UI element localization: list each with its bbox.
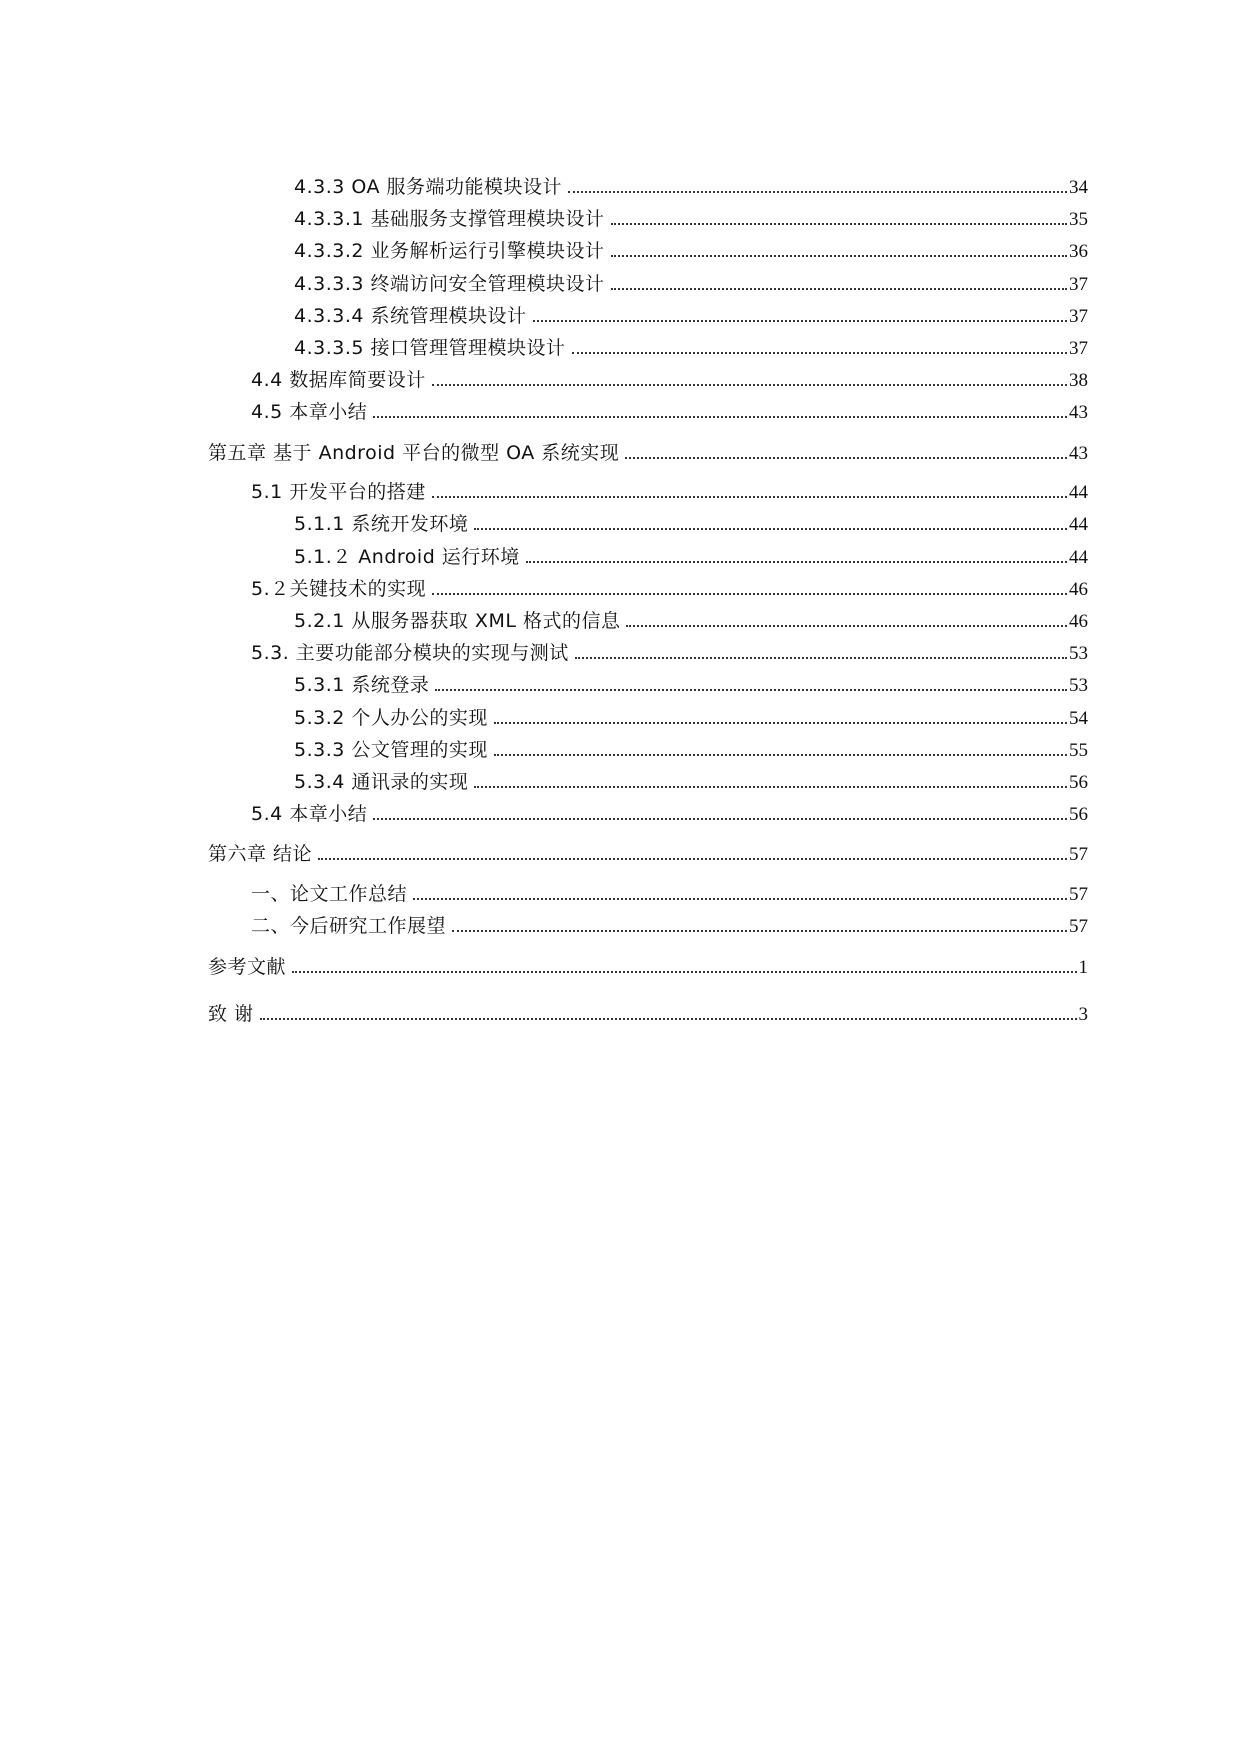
toc-entry-5-3-1[interactable]: [294, 673, 1088, 698]
toc-page-number: 56: [1069, 804, 1088, 825]
dot-leader: [494, 722, 1067, 724]
dot-leader: [611, 223, 1067, 225]
toc-entry-5-1-2[interactable]: [294, 545, 1088, 570]
dot-leader: [432, 496, 1067, 498]
toc-page-number: 1: [1078, 957, 1088, 978]
toc-entry-5-3[interactable]: [251, 641, 1088, 666]
dot-leader: [533, 320, 1067, 322]
toc-entry-label: 4.3.3.5 接口管理管理模块设计: [294, 337, 566, 359]
toc-entry-label: 5.1.２ Android 运行环境: [294, 546, 520, 568]
dot-leader: [260, 1018, 1077, 1020]
dot-leader: [373, 818, 1067, 820]
toc-entry-label: 5.3.1 系统登录: [294, 674, 430, 696]
toc-page-number: 56: [1069, 772, 1088, 793]
dot-leader: [432, 384, 1067, 386]
toc-page-number: 57: [1069, 844, 1088, 865]
dot-leader: [373, 416, 1067, 418]
toc-entry-label: 5.1 开发平台的搭建: [251, 481, 426, 503]
toc-page-number: 46: [1069, 611, 1088, 632]
toc-page-number: 54: [1069, 708, 1088, 729]
toc-entry-label: 4.5 本章小结: [251, 401, 368, 423]
toc-entry-label: 5.3.3 公文管理的实现: [294, 739, 488, 761]
toc-entry-label: 二、今后研究工作展望: [251, 915, 447, 937]
dot-leader: [413, 898, 1067, 900]
toc-entry-label: 5.3.2 个人办公的实现: [294, 707, 488, 729]
toc-page-number: 43: [1069, 443, 1088, 464]
toc-entry-label: 5.3.4 通讯录的实现: [294, 771, 469, 793]
toc-entry-references[interactable]: [208, 955, 1088, 980]
toc-entry-5-3-4[interactable]: [294, 770, 1088, 795]
toc-entry-6-2[interactable]: [251, 914, 1088, 939]
toc-entry-4-3-3-2[interactable]: [294, 239, 1088, 264]
dot-leader: [318, 858, 1067, 860]
toc-entry-label: 5.2.1 从服务器获取 XML 格式的信息: [294, 610, 621, 632]
toc-entry-label: 5.２关键技术的实现: [251, 578, 427, 600]
dot-leader: [292, 971, 1076, 973]
toc-page-number: 44: [1069, 482, 1088, 503]
toc-page-number: 38: [1069, 370, 1088, 391]
toc-entry-label: 4.4 数据库简要设计: [251, 369, 426, 391]
toc-entry-4-3-3[interactable]: [294, 175, 1088, 200]
toc-page-number: 3: [1078, 1004, 1088, 1025]
toc-entry-5-1[interactable]: [251, 480, 1088, 505]
toc-page-number: 35: [1069, 209, 1088, 230]
toc-page-number: 37: [1069, 338, 1088, 359]
dot-leader: [611, 288, 1067, 290]
toc-entry-label: 致 谢: [208, 1003, 254, 1025]
toc-entry-5-3-2[interactable]: [294, 706, 1088, 731]
dot-leader: [575, 657, 1067, 659]
toc-page-number: 44: [1069, 547, 1088, 568]
dot-leader: [611, 255, 1067, 257]
toc-entry-4-4[interactable]: [251, 368, 1088, 393]
toc-entry-label: 4.3.3.4 系统管理模块设计: [294, 305, 527, 327]
toc-page-number: 37: [1069, 274, 1088, 295]
toc-entry-6-1[interactable]: [251, 882, 1088, 907]
toc-entry-label: 4.3.3.2 业务解析运行引擎模块设计: [294, 240, 605, 262]
toc-page-number: 57: [1069, 916, 1088, 937]
dot-leader: [452, 930, 1067, 932]
toc-entry-chapter-5[interactable]: [208, 441, 1088, 466]
dot-leader: [494, 754, 1067, 756]
toc-page-number: 36: [1069, 241, 1088, 262]
toc-entry-5-3-3[interactable]: [294, 738, 1088, 763]
dot-leader: [474, 786, 1067, 788]
dot-leader: [625, 457, 1067, 459]
dot-leader: [432, 593, 1067, 595]
toc-entry-4-3-3-3[interactable]: [294, 272, 1088, 297]
toc-entry-label: 5.4 本章小结: [251, 803, 368, 825]
toc-entry-4-3-3-4[interactable]: [294, 304, 1088, 329]
dot-leader: [626, 625, 1067, 627]
toc-entry-label: 参考文献: [208, 956, 287, 978]
toc-entry-label: 4.3.3 OA 服务端功能模块设计: [294, 176, 563, 198]
toc-entry-5-2-1[interactable]: [294, 609, 1088, 634]
toc-page-number: 34: [1069, 177, 1088, 198]
toc-entry-4-3-3-5[interactable]: [294, 336, 1088, 361]
toc-page-number: 55: [1069, 740, 1088, 761]
toc-entry-label: 4.3.3.3 终端访问安全管理模块设计: [294, 273, 605, 295]
toc-entry-5-1-1[interactable]: [294, 512, 1088, 537]
toc-entry-5-2[interactable]: [251, 577, 1088, 602]
dot-leader: [474, 528, 1067, 530]
toc-page-number: 43: [1069, 402, 1088, 423]
toc-page-number: 44: [1069, 514, 1088, 535]
toc-page-number: 57: [1069, 884, 1088, 905]
toc-entry-label: 5.1.1 系统开发环境: [294, 513, 469, 535]
dot-leader: [572, 352, 1067, 354]
dot-leader: [435, 689, 1067, 691]
toc-entry-4-5[interactable]: [251, 400, 1088, 425]
toc-page-number: 37: [1069, 306, 1088, 327]
toc-entry-label: 4.3.3.1 基础服务支撑管理模块设计: [294, 208, 605, 230]
toc-page-number: 53: [1069, 643, 1088, 664]
toc-page-number: 46: [1069, 579, 1088, 600]
dot-leader: [526, 561, 1067, 563]
toc-entry-5-4[interactable]: [251, 802, 1088, 827]
toc-entry-4-3-3-1[interactable]: [294, 207, 1088, 232]
toc-entry-chapter-6[interactable]: [208, 842, 1088, 867]
toc-entry-label: 一、论文工作总结: [251, 883, 408, 905]
toc-entry-label: 第六章 结论: [208, 843, 313, 865]
dot-leader: [568, 191, 1067, 193]
toc-page-number: 53: [1069, 675, 1088, 696]
toc-entry-label: 5.3. 主要功能部分模块的实现与测试: [251, 642, 569, 664]
toc-entry-label: 第五章 基于 Android 平台的微型 OA 系统实现: [208, 442, 620, 464]
toc-entry-acknowledgements[interactable]: [208, 1002, 1088, 1027]
